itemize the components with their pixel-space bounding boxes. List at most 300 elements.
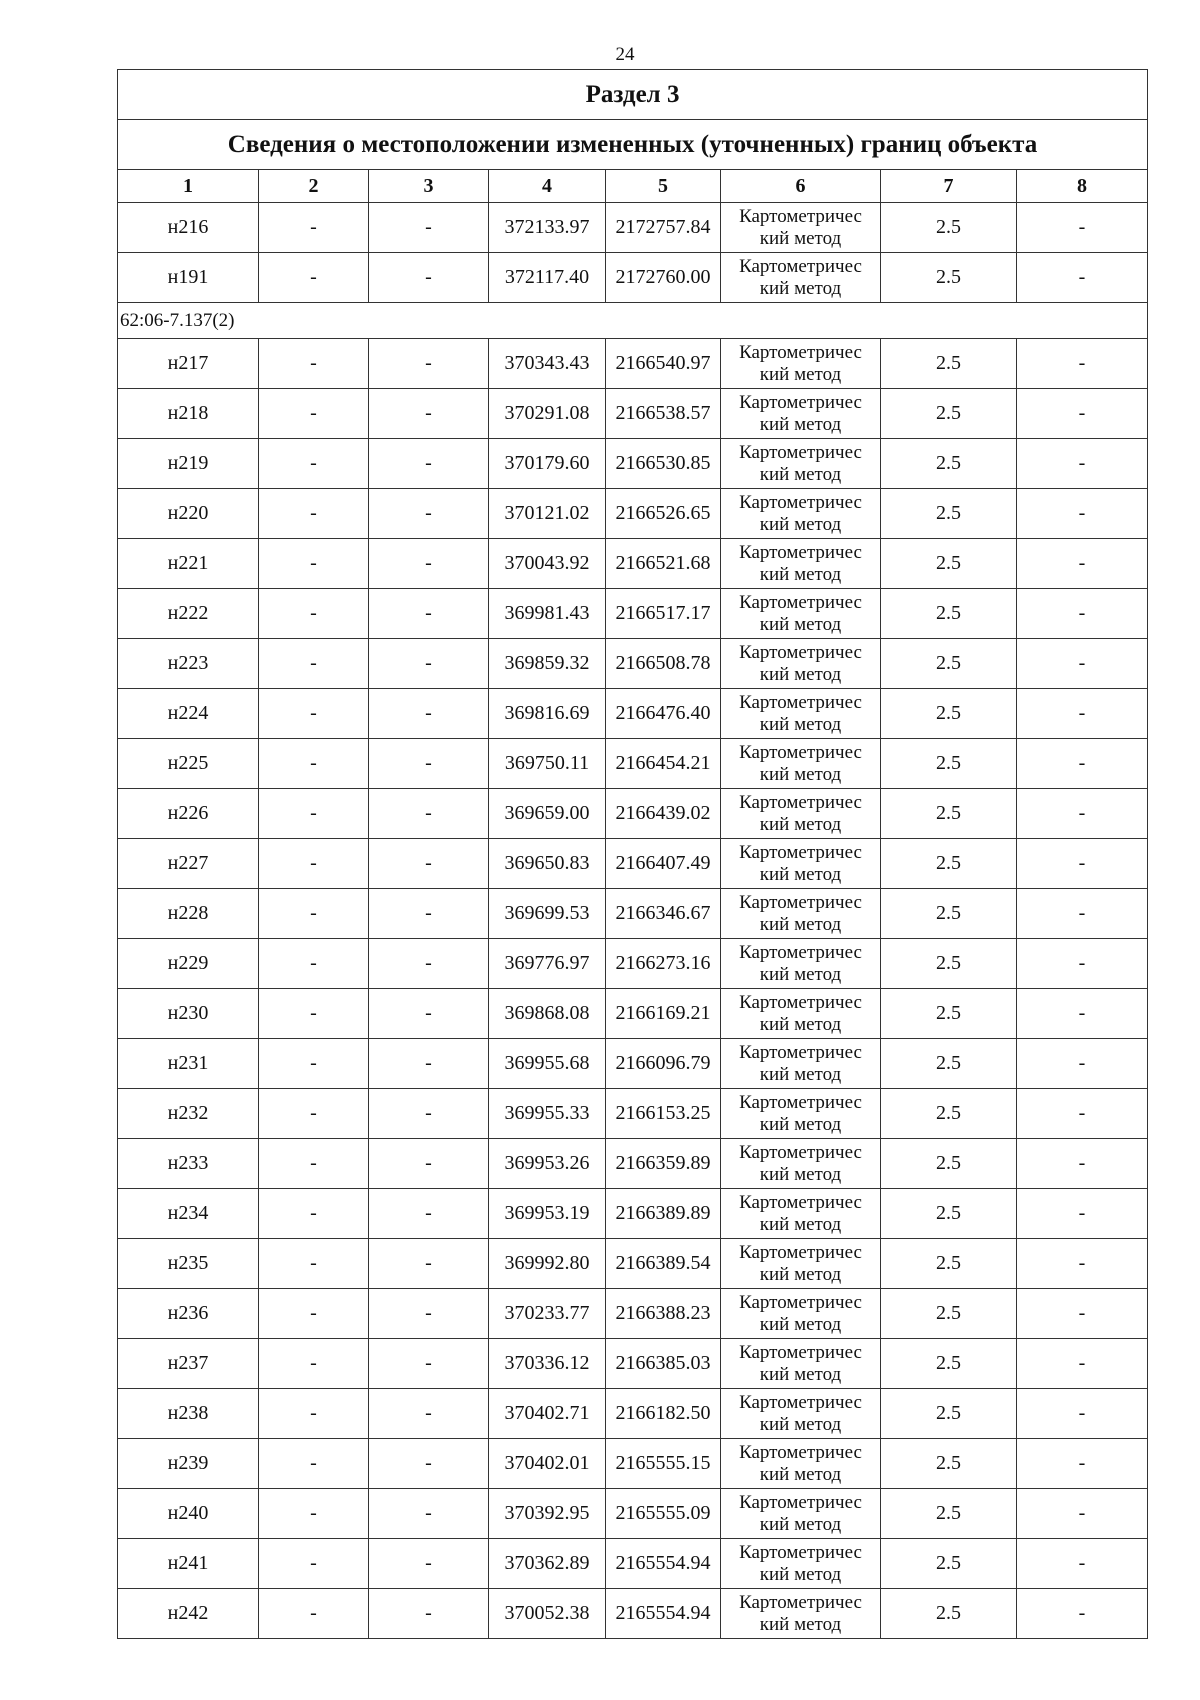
col2-cell: - xyxy=(259,989,369,1039)
table-row xyxy=(118,1439,1148,1489)
y-coordinate-cell: 2166517.17 xyxy=(606,589,721,639)
point-id-cell: н228 xyxy=(118,889,259,939)
y-coordinate-cell: 2165555.15 xyxy=(606,1439,721,1489)
method-cell xyxy=(721,589,881,639)
col3-cell: - xyxy=(369,689,489,739)
col3-cell: - xyxy=(369,1389,489,1439)
table-row xyxy=(118,389,1148,439)
column-header: 2 xyxy=(259,170,369,203)
method-text-line: кий метод xyxy=(759,227,842,249)
method-text-line: кий метод xyxy=(759,963,842,985)
method-text-line: кий метод xyxy=(759,1563,842,1585)
point-id-cell: н229 xyxy=(118,939,259,989)
table-row xyxy=(118,589,1148,639)
table-row xyxy=(118,839,1148,889)
description-cell: - xyxy=(1017,253,1148,303)
col3-cell: - xyxy=(369,1239,489,1289)
y-coordinate-cell: 2165554.94 xyxy=(606,1539,721,1589)
y-coordinate-cell: 2166096.79 xyxy=(606,1039,721,1089)
y-coordinate-cell: 2166540.97 xyxy=(606,339,721,389)
method-text-line: Картометричес xyxy=(739,341,862,363)
method-cell xyxy=(721,1039,881,1089)
description-cell: - xyxy=(1017,1489,1148,1539)
col2-cell: - xyxy=(259,1089,369,1139)
col3-cell: - xyxy=(369,789,489,839)
description-cell: - xyxy=(1017,539,1148,589)
accuracy-cell: 2.5 xyxy=(881,889,1017,939)
point-id-cell: н224 xyxy=(118,689,259,739)
table-row xyxy=(118,739,1148,789)
column-header: 7 xyxy=(881,170,1017,203)
description-cell: - xyxy=(1017,389,1148,439)
method-text-line: Картометричес xyxy=(739,1491,862,1513)
column-header: 4 xyxy=(489,170,606,203)
x-coordinate-cell: 369699.53 xyxy=(489,889,606,939)
method-cell xyxy=(721,1139,881,1189)
col2-cell: - xyxy=(259,1289,369,1339)
col2-cell: - xyxy=(259,1539,369,1589)
point-id-cell: н232 xyxy=(118,1089,259,1139)
accuracy-cell: 2.5 xyxy=(881,1189,1017,1239)
point-id-cell: н216 xyxy=(118,203,259,253)
col2-cell: - xyxy=(259,689,369,739)
table-row xyxy=(118,689,1148,739)
point-id-cell: н233 xyxy=(118,1139,259,1189)
y-coordinate-cell: 2165554.94 xyxy=(606,1589,721,1639)
description-cell: - xyxy=(1017,1539,1148,1589)
description-cell: - xyxy=(1017,1039,1148,1089)
description-cell: - xyxy=(1017,939,1148,989)
point-id-cell: н219 xyxy=(118,439,259,489)
y-coordinate-cell: 2166454.21 xyxy=(606,739,721,789)
method-text-line: Картометричес xyxy=(739,641,862,663)
method-text-line: кий метод xyxy=(759,1263,842,1285)
method-text-line: Картометричес xyxy=(739,441,862,463)
description-cell: - xyxy=(1017,589,1148,639)
method-cell xyxy=(721,789,881,839)
method-text-line: Картометричес xyxy=(739,741,862,763)
y-coordinate-cell: 2166385.03 xyxy=(606,1339,721,1389)
method-text-line: Картометричес xyxy=(739,991,862,1013)
col3-cell: - xyxy=(369,1589,489,1639)
x-coordinate-cell: 369955.33 xyxy=(489,1089,606,1139)
accuracy-cell: 2.5 xyxy=(881,939,1017,989)
x-coordinate-cell: 369776.97 xyxy=(489,939,606,989)
method-text-line: кий метод xyxy=(759,1163,842,1185)
x-coordinate-cell: 369992.80 xyxy=(489,1239,606,1289)
y-coordinate-cell: 2166388.23 xyxy=(606,1289,721,1339)
col3-cell: - xyxy=(369,589,489,639)
table-body xyxy=(118,203,1148,1639)
method-text-line: кий метод xyxy=(759,1013,842,1035)
method-cell xyxy=(721,1339,881,1389)
point-id-cell: н240 xyxy=(118,1489,259,1539)
x-coordinate-cell: 369750.11 xyxy=(489,739,606,789)
table-row xyxy=(118,489,1148,539)
method-text-line: кий метод xyxy=(759,463,842,485)
y-coordinate-cell: 2166476.40 xyxy=(606,689,721,739)
col2-cell: - xyxy=(259,1489,369,1539)
method-text-line: Картометричес xyxy=(739,1141,862,1163)
x-coordinate-cell: 369816.69 xyxy=(489,689,606,739)
col3-cell: - xyxy=(369,489,489,539)
section-title: Раздел 3 xyxy=(118,70,1148,120)
method-cell xyxy=(721,203,881,253)
description-cell: - xyxy=(1017,839,1148,889)
method-text-line: кий метод xyxy=(759,1613,842,1635)
table-row xyxy=(118,1539,1148,1589)
column-header: 8 xyxy=(1017,170,1148,203)
point-id-cell: н222 xyxy=(118,589,259,639)
accuracy-cell: 2.5 xyxy=(881,589,1017,639)
table-row xyxy=(118,1039,1148,1089)
y-coordinate-cell: 2166389.89 xyxy=(606,1189,721,1239)
accuracy-cell: 2.5 xyxy=(881,1489,1017,1539)
col3-cell: - xyxy=(369,1039,489,1089)
description-cell: - xyxy=(1017,689,1148,739)
accuracy-cell: 2.5 xyxy=(881,1589,1017,1639)
col3-cell: - xyxy=(369,539,489,589)
method-cell xyxy=(721,1439,881,1489)
point-id-cell: н217 xyxy=(118,339,259,389)
method-cell xyxy=(721,939,881,989)
col2-cell: - xyxy=(259,1039,369,1089)
column-header: 1 xyxy=(118,170,259,203)
y-coordinate-cell: 2166182.50 xyxy=(606,1389,721,1439)
x-coordinate-cell: 370402.71 xyxy=(489,1389,606,1439)
method-cell xyxy=(721,1389,881,1439)
x-coordinate-cell: 369859.32 xyxy=(489,639,606,689)
column-header-row xyxy=(118,170,1148,203)
description-cell: - xyxy=(1017,1339,1148,1389)
column-header: 6 xyxy=(721,170,881,203)
col3-cell: - xyxy=(369,389,489,439)
y-coordinate-cell: 2166526.65 xyxy=(606,489,721,539)
table-row xyxy=(118,1589,1148,1639)
accuracy-cell: 2.5 xyxy=(881,489,1017,539)
y-coordinate-cell: 2172757.84 xyxy=(606,203,721,253)
col3-cell: - xyxy=(369,1439,489,1489)
method-cell xyxy=(721,1089,881,1139)
y-coordinate-cell: 2166169.21 xyxy=(606,989,721,1039)
col2-cell: - xyxy=(259,253,369,303)
col3-cell: - xyxy=(369,439,489,489)
y-coordinate-cell: 2166153.25 xyxy=(606,1089,721,1139)
col2-cell: - xyxy=(259,1139,369,1189)
col3-cell: - xyxy=(369,253,489,303)
x-coordinate-cell: 369981.43 xyxy=(489,589,606,639)
method-text-line: кий метод xyxy=(759,1113,842,1135)
method-text-line: Картометричес xyxy=(739,491,862,513)
col3-cell: - xyxy=(369,639,489,689)
method-cell xyxy=(721,1589,881,1639)
method-text-line: кий метод xyxy=(759,563,842,585)
accuracy-cell: 2.5 xyxy=(881,1289,1017,1339)
description-cell: - xyxy=(1017,1239,1148,1289)
point-id-cell: н223 xyxy=(118,639,259,689)
col2-cell: - xyxy=(259,739,369,789)
method-text-line: Картометричес xyxy=(739,255,862,277)
description-cell: - xyxy=(1017,1439,1148,1489)
col2-cell: - xyxy=(259,789,369,839)
method-cell xyxy=(721,389,881,439)
point-id-cell: н239 xyxy=(118,1439,259,1489)
table-row xyxy=(118,989,1148,1039)
col2-cell: - xyxy=(259,889,369,939)
accuracy-cell: 2.5 xyxy=(881,1039,1017,1089)
method-text-line: Картометричес xyxy=(739,1341,862,1363)
accuracy-cell: 2.5 xyxy=(881,1339,1017,1389)
col2-cell: - xyxy=(259,339,369,389)
x-coordinate-cell: 369953.19 xyxy=(489,1189,606,1239)
method-text-line: Картометричес xyxy=(739,541,862,563)
accuracy-cell: 2.5 xyxy=(881,339,1017,389)
col2-cell: - xyxy=(259,539,369,589)
x-coordinate-cell: 370233.77 xyxy=(489,1289,606,1339)
x-coordinate-cell: 370336.12 xyxy=(489,1339,606,1389)
y-coordinate-cell: 2166346.67 xyxy=(606,889,721,939)
col3-cell: - xyxy=(369,839,489,889)
accuracy-cell: 2.5 xyxy=(881,1539,1017,1589)
method-text-line: кий метод xyxy=(759,1413,842,1435)
column-header: 5 xyxy=(606,170,721,203)
col2-cell: - xyxy=(259,1439,369,1489)
x-coordinate-cell: 370402.01 xyxy=(489,1439,606,1489)
boundary-coordinates-table xyxy=(117,69,1148,1639)
point-id-cell: н242 xyxy=(118,1589,259,1639)
method-text-line: Картометричес xyxy=(739,891,862,913)
description-cell: - xyxy=(1017,1189,1148,1239)
x-coordinate-cell: 370392.95 xyxy=(489,1489,606,1539)
method-text-line: Картометричес xyxy=(739,1091,862,1113)
method-text-line: Картометричес xyxy=(739,1441,862,1463)
method-text-line: кий метод xyxy=(759,1363,842,1385)
col2-cell: - xyxy=(259,1339,369,1389)
y-coordinate-cell: 2166530.85 xyxy=(606,439,721,489)
method-cell xyxy=(721,639,881,689)
col3-cell: - xyxy=(369,339,489,389)
method-text-line: кий метод xyxy=(759,1063,842,1085)
x-coordinate-cell: 369868.08 xyxy=(489,989,606,1039)
method-text-line: кий метод xyxy=(759,1513,842,1535)
y-coordinate-cell: 2166407.49 xyxy=(606,839,721,889)
method-text-line: кий метод xyxy=(759,1463,842,1485)
description-cell: - xyxy=(1017,1139,1148,1189)
method-cell xyxy=(721,889,881,939)
accuracy-cell: 2.5 xyxy=(881,689,1017,739)
method-text-line: кий метод xyxy=(759,763,842,785)
point-id-cell: н218 xyxy=(118,389,259,439)
method-text-line: Картометричес xyxy=(739,691,862,713)
method-text-line: кий метод xyxy=(759,613,842,635)
accuracy-cell: 2.5 xyxy=(881,839,1017,889)
cadastral-quarter-label: 62:06-7.137(2) xyxy=(118,303,1148,339)
x-coordinate-cell: 370052.38 xyxy=(489,1589,606,1639)
accuracy-cell: 2.5 xyxy=(881,989,1017,1039)
point-id-cell: н227 xyxy=(118,839,259,889)
x-coordinate-cell: 369955.68 xyxy=(489,1039,606,1089)
x-coordinate-cell: 369650.83 xyxy=(489,839,606,889)
method-text-line: кий метод xyxy=(759,513,842,535)
method-text-line: кий метод xyxy=(759,413,842,435)
method-cell xyxy=(721,989,881,1039)
method-text-line: Картометричес xyxy=(739,1041,862,1063)
accuracy-cell: 2.5 xyxy=(881,253,1017,303)
description-cell: - xyxy=(1017,1089,1148,1139)
x-coordinate-cell: 370291.08 xyxy=(489,389,606,439)
table-row xyxy=(118,439,1148,489)
y-coordinate-cell: 2165555.09 xyxy=(606,1489,721,1539)
method-text-line: Картометричес xyxy=(739,1291,862,1313)
point-id-cell: н238 xyxy=(118,1389,259,1439)
y-coordinate-cell: 2166273.16 xyxy=(606,939,721,989)
col3-cell: - xyxy=(369,939,489,989)
accuracy-cell: 2.5 xyxy=(881,639,1017,689)
table-row xyxy=(118,939,1148,989)
x-coordinate-cell: 370121.02 xyxy=(489,489,606,539)
table-row xyxy=(118,1489,1148,1539)
section-subtitle: Сведения о местоположении измененных (уточненных) границ объекта xyxy=(118,120,1148,170)
table-row xyxy=(118,889,1148,939)
col2-cell: - xyxy=(259,639,369,689)
table-row xyxy=(118,339,1148,389)
method-text-line: Картометричес xyxy=(739,1591,862,1613)
description-cell: - xyxy=(1017,639,1148,689)
y-coordinate-cell: 2166538.57 xyxy=(606,389,721,439)
description-cell: - xyxy=(1017,439,1148,489)
col2-cell: - xyxy=(259,839,369,889)
method-text-line: Картометричес xyxy=(739,591,862,613)
x-coordinate-cell: 372117.40 xyxy=(489,253,606,303)
col2-cell: - xyxy=(259,489,369,539)
col3-cell: - xyxy=(369,989,489,1039)
col2-cell: - xyxy=(259,939,369,989)
col2-cell: - xyxy=(259,389,369,439)
method-text-line: кий метод xyxy=(759,913,842,935)
column-header: 3 xyxy=(369,170,489,203)
table-row xyxy=(118,1289,1148,1339)
method-text-line: кий метод xyxy=(759,1213,842,1235)
method-cell xyxy=(721,339,881,389)
method-text-line: кий метод xyxy=(759,813,842,835)
description-cell: - xyxy=(1017,739,1148,789)
accuracy-cell: 2.5 xyxy=(881,1439,1017,1489)
col3-cell: - xyxy=(369,739,489,789)
point-id-cell: н236 xyxy=(118,1289,259,1339)
accuracy-cell: 2.5 xyxy=(881,1389,1017,1439)
method-text-line: кий метод xyxy=(759,363,842,385)
table-row xyxy=(118,1339,1148,1389)
group-header-row xyxy=(118,303,1148,339)
y-coordinate-cell: 2166508.78 xyxy=(606,639,721,689)
method-text-line: Картометричес xyxy=(739,205,862,227)
point-id-cell: н241 xyxy=(118,1539,259,1589)
table-row xyxy=(118,1139,1148,1189)
table-row xyxy=(118,1089,1148,1139)
table-row xyxy=(118,1389,1148,1439)
table-row xyxy=(118,539,1148,589)
page-number: 24 xyxy=(615,44,635,65)
point-id-cell: н230 xyxy=(118,989,259,1039)
accuracy-cell: 2.5 xyxy=(881,1139,1017,1189)
method-text-line: кий метод xyxy=(759,713,842,735)
description-cell: - xyxy=(1017,789,1148,839)
point-id-cell: н191 xyxy=(118,253,259,303)
x-coordinate-cell: 369659.00 xyxy=(489,789,606,839)
x-coordinate-cell: 372133.97 xyxy=(489,203,606,253)
table-row xyxy=(118,1189,1148,1239)
col2-cell: - xyxy=(259,1189,369,1239)
description-cell: - xyxy=(1017,339,1148,389)
col2-cell: - xyxy=(259,439,369,489)
method-text-line: Картометричес xyxy=(739,1541,862,1563)
table-row xyxy=(118,253,1148,303)
method-text-line: кий метод xyxy=(759,277,842,299)
col2-cell: - xyxy=(259,1589,369,1639)
point-id-cell: н226 xyxy=(118,789,259,839)
col3-cell: - xyxy=(369,889,489,939)
point-id-cell: н231 xyxy=(118,1039,259,1089)
x-coordinate-cell: 369953.26 xyxy=(489,1139,606,1189)
accuracy-cell: 2.5 xyxy=(881,439,1017,489)
table-row xyxy=(118,203,1148,253)
y-coordinate-cell: 2172760.00 xyxy=(606,253,721,303)
y-coordinate-cell: 2166359.89 xyxy=(606,1139,721,1189)
method-text-line: Картометричес xyxy=(739,941,862,963)
accuracy-cell: 2.5 xyxy=(881,739,1017,789)
col3-cell: - xyxy=(369,1339,489,1389)
point-id-cell: н221 xyxy=(118,539,259,589)
accuracy-cell: 2.5 xyxy=(881,389,1017,439)
point-id-cell: н234 xyxy=(118,1189,259,1239)
point-id-cell: н225 xyxy=(118,739,259,789)
method-text-line: Картометричес xyxy=(739,391,862,413)
col3-cell: - xyxy=(369,1539,489,1589)
y-coordinate-cell: 2166439.02 xyxy=(606,789,721,839)
method-text-line: Картометричес xyxy=(739,1391,862,1413)
x-coordinate-cell: 370362.89 xyxy=(489,1539,606,1589)
method-text-line: Картометричес xyxy=(739,841,862,863)
table-row xyxy=(118,789,1148,839)
method-text-line: Картометричес xyxy=(739,791,862,813)
method-cell xyxy=(721,1489,881,1539)
col3-cell: - xyxy=(369,1089,489,1139)
accuracy-cell: 2.5 xyxy=(881,203,1017,253)
col2-cell: - xyxy=(259,1389,369,1439)
accuracy-cell: 2.5 xyxy=(881,1239,1017,1289)
method-text-line: кий метод xyxy=(759,1313,842,1335)
method-cell xyxy=(721,253,881,303)
description-cell: - xyxy=(1017,203,1148,253)
col3-cell: - xyxy=(369,1189,489,1239)
table-row xyxy=(118,1239,1148,1289)
method-cell xyxy=(721,839,881,889)
method-text-line: Картометричес xyxy=(739,1191,862,1213)
method-cell xyxy=(721,439,881,489)
point-id-cell: н237 xyxy=(118,1339,259,1389)
x-coordinate-cell: 370179.60 xyxy=(489,439,606,489)
col2-cell: - xyxy=(259,1239,369,1289)
x-coordinate-cell: 370043.92 xyxy=(489,539,606,589)
description-cell: - xyxy=(1017,489,1148,539)
y-coordinate-cell: 2166521.68 xyxy=(606,539,721,589)
point-id-cell: н220 xyxy=(118,489,259,539)
method-cell xyxy=(721,1539,881,1589)
description-cell: - xyxy=(1017,1389,1148,1439)
accuracy-cell: 2.5 xyxy=(881,1089,1017,1139)
col3-cell: - xyxy=(369,1289,489,1339)
method-cell xyxy=(721,1189,881,1239)
